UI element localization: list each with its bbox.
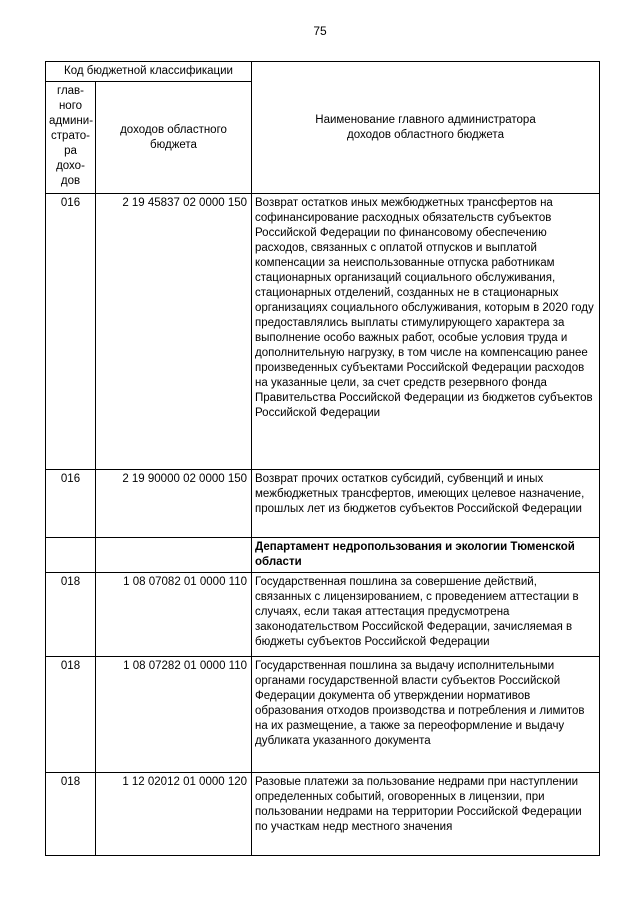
revenue-name-cell: Возврат остатков иных межбюджетных трансфертов на софинансирование расходных обязательств субъектов Российской Федерации по финансовому обеспечению расходов, связанных с оплатой отпусков и выплатой компенсации за неиспользованные отпуска работникам стационарных организаций социального обслуживания, стационарных отделений, созданных не в стационарных организациях социального обслуживания, которым в 2020 году предоставлялись выплаты стимулирующего характера за выполнение особо важных работ, особые условия труда и дополнительную нагрузку, в том числе на компенсацию ранее произведенных субъектами Российской Федерации расходов на указанные цели, за счет средств резервного фонда Правительства Российской Федерации из бюджетов субъектов Российской Федерации	[252, 194, 600, 470]
revenue-code-cell: 1 08 07282 01 0000 110	[96, 657, 252, 773]
header-revenue-code: доходов областного бюджета	[96, 82, 252, 194]
revenue-code-cell: 1 08 07082 01 0000 110	[96, 573, 252, 657]
header-chief-administrator-code: глав- ного админи- страто- ра дохо- дов	[46, 82, 96, 194]
revenue-name-cell: Возврат прочих остатков субсидий, субвенций и иных межбюджетных трансфертов, имеющих целевое назначение, прошлых лет из бюджетов субъектов Российской Федерации	[252, 470, 600, 538]
admin-code-cell: 018	[46, 773, 96, 856]
table-row	[46, 573, 600, 657]
page-number: 75	[313, 24, 327, 38]
revenue-name-cell: Государственная пошлина за выдачу исполнительными органами государственной власти субъектов Российской Федерации документа об утверждении нормативов образования отходов производства и потребления и лимитов на их размещение, а также за переоформление и выдачу дубликата указанного документа	[252, 657, 600, 773]
budget-classification-table	[45, 61, 600, 856]
department-heading-row	[46, 538, 600, 573]
table-row	[46, 773, 600, 856]
table-row	[46, 657, 600, 773]
admin-code-cell: 018	[46, 657, 96, 773]
admin-code-cell: 016	[46, 470, 96, 538]
revenue-code-cell: 2 19 90000 02 0000 150	[96, 470, 252, 538]
revenue-code-cell	[96, 538, 252, 573]
department-name-cell: Департамент недропользования и экологии Тюменской области	[252, 538, 600, 573]
revenue-code-cell: 2 19 45837 02 0000 150	[96, 194, 252, 470]
admin-code-cell	[46, 538, 96, 573]
table-row	[46, 470, 600, 538]
table-row	[46, 194, 600, 470]
header-administrator-name: Наименование главного администратора доходов областного бюджета	[252, 62, 600, 194]
admin-code-cell: 018	[46, 573, 96, 657]
revenue-name-cell: Государственная пошлина за совершение действий, связанных с лицензированием, с проведением аттестации в случаях, если такая аттестация предусмотрена законодательством Российской Федерации, зачисляемая в бюджеты субъектов Российской Федерации	[252, 573, 600, 657]
header-budget-code-group: Код бюджетной классификации	[46, 62, 252, 82]
header-group-row	[46, 62, 600, 82]
revenue-name-cell: Разовые платежи за пользование недрами при наступлении определенных событий, оговоренных в лицензии, при пользовании недрами на территории Российской Федерации по участкам недр местного значения	[252, 773, 600, 856]
admin-code-cell: 016	[46, 194, 96, 470]
revenue-code-cell: 1 12 02012 01 0000 120	[96, 773, 252, 856]
